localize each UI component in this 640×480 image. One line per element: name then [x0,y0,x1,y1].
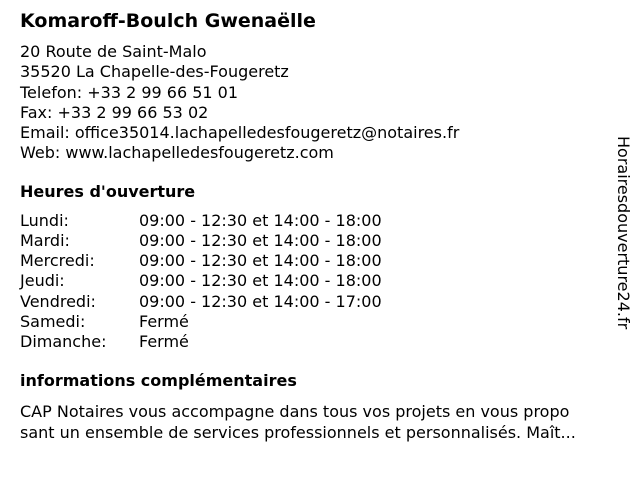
hours-heading: Heures d'ouverture [20,181,196,201]
hours-value: 09:00 - 12:30 et 14:00 - 18:00 [139,210,382,230]
hours-value: 09:00 - 12:30 et 14:00 - 17:00 [139,291,382,311]
business-name: Komaroff-Boulch Gwenaëlle [20,10,316,32]
contact-block [20,42,620,164]
hours-row-friday [20,292,620,312]
hours-value: Fermé [139,332,189,351]
info-heading: informations complémentaires [20,371,297,391]
hours-row-saturday [20,312,620,332]
city-address: 35520 La Chapelle-des-Fougeretz [20,62,289,82]
day-label: Mardi: [20,230,70,250]
hours-value: Fermé [139,311,189,331]
hours-row-tuesday [20,231,620,251]
phone-number: Telefon: +33 2 99 66 51 01 [20,82,239,102]
street-address: 20 Route de Saint-Malo [20,42,207,61]
hours-row-wednesday [20,251,620,271]
website-address: Web: www.lachapelledesfougeretz.com [20,143,334,163]
hours-row-sunday [20,332,620,352]
listing-card [20,8,620,443]
hours-row-monday [20,211,620,231]
fax-number: Fax: +33 2 99 66 53 02 [20,102,209,122]
site-watermark-label: Horairesdouverture24.fr [614,136,633,330]
day-label: Lundi: [20,210,69,230]
day-label: Mercredi: [20,251,95,271]
info-text: CAP Notaires vous accompagne dans tous vos projets en vous propo sant un ensemble de services professionnels et personnalisés. Maît... [20,402,576,442]
hours-row-thursday [20,271,620,291]
hours-value: 09:00 - 12:30 et 14:00 - 18:00 [139,251,382,271]
day-label: Vendredi: [20,291,96,311]
day-label: Jeudi: [20,271,65,291]
side-label-container [612,136,634,371]
hours-table [20,211,620,352]
day-label: Dimanche: [20,332,107,351]
day-label: Samedi: [20,311,86,331]
hours-value: 09:00 - 12:30 et 14:00 - 18:00 [139,271,382,291]
email-address: Email: office35014.lachapelledesfougeretz@notaires.fr [20,123,460,143]
hours-value: 09:00 - 12:30 et 14:00 - 18:00 [139,230,382,250]
